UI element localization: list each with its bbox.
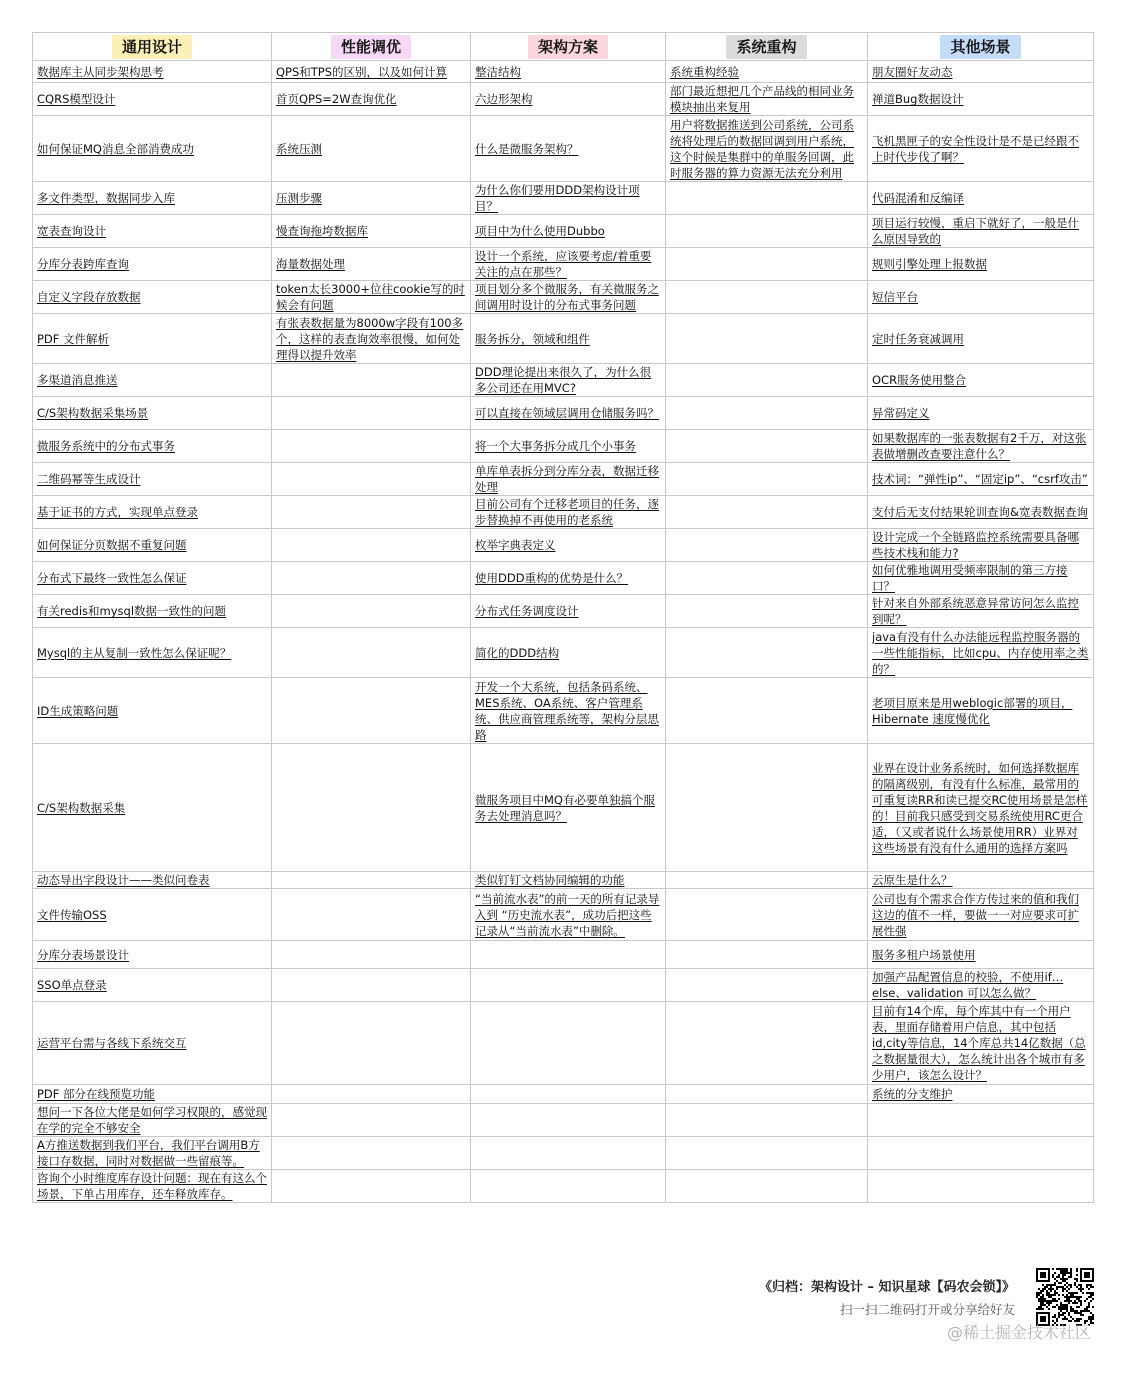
table-cell (33, 116, 272, 182)
table-cell (666, 678, 868, 744)
topic-link[interactable]: 技术词：“弹性ip”、“固定ip”、“csrf攻击” (872, 472, 1088, 486)
table-row (33, 628, 1094, 678)
table-cell (471, 83, 666, 116)
topic-link[interactable]: 系统压测 (276, 141, 322, 156)
topic-link[interactable]: 咨询个小时维度库存设计问题：现在有这么个场景，下单占用库存，还车释放库存。 (37, 1171, 267, 1201)
table-cell (666, 61, 868, 83)
table-cell (666, 314, 868, 364)
topic-link[interactable]: 分库分表跨库查询 (37, 257, 129, 271)
topic-link[interactable]: 禅道Bug数据设计 (872, 92, 964, 106)
table-cell (471, 529, 666, 562)
topic-link[interactable]: 海量数据处理 (276, 257, 345, 271)
topic-link[interactable]: 如何优雅地调用受频率限制的第三方接口？ (872, 563, 1068, 593)
table-cell (666, 397, 868, 430)
footer-title: 《归档：架构设计 – 知识星球【码农会锁】》 (758, 1280, 1015, 1295)
table-cell (471, 1002, 666, 1085)
table-cell (471, 496, 666, 529)
table-cell (272, 463, 471, 496)
table-cell (666, 1104, 868, 1137)
table-cell (868, 1170, 1094, 1203)
column-header-label: 架构方案 (528, 35, 608, 59)
table-cell (471, 1085, 666, 1104)
table-cell (33, 889, 272, 941)
topic-link[interactable]: 六边形架构 (475, 92, 533, 106)
topic-link[interactable]: 支付后无支付结果轮训查询&宽表数据查询 (872, 505, 1088, 519)
topic-link[interactable]: ID生成策略问题 (37, 703, 119, 718)
topic-link[interactable]: 服务多租户场景使用 (872, 947, 976, 962)
table-cell (666, 562, 868, 595)
table-cell (471, 281, 666, 314)
topic-link[interactable]: 朋友圈好友动态 (872, 64, 953, 79)
table-cell (666, 529, 868, 562)
table-cell (33, 496, 272, 529)
table-cell (471, 1137, 666, 1170)
topic-link[interactable]: 服务拆分，领域和组件 (475, 331, 590, 346)
table-cell (471, 969, 666, 1002)
topic-link[interactable]: 飞机黑匣子的安全性设计是不是已经跟不上时代步伐了啊？ (872, 133, 1079, 164)
table-cell (666, 889, 868, 941)
table-cell (666, 281, 868, 314)
table-cell (272, 364, 471, 397)
table-cell (33, 182, 272, 215)
table-cell (272, 1104, 471, 1137)
topic-link[interactable]: 系统重构经验 (670, 64, 739, 79)
table-cell (666, 872, 868, 889)
column-header (471, 33, 666, 61)
table-cell (33, 529, 272, 562)
topic-link[interactable]: 代码混淆和反编译 (872, 191, 964, 205)
table-cell (471, 744, 666, 872)
table-row (33, 364, 1094, 397)
table-cell (666, 595, 868, 628)
table-cell (471, 463, 666, 496)
table-cell (868, 872, 1094, 889)
topic-link[interactable]: 系统的分支维护 (872, 1087, 953, 1101)
topic-link[interactable]: 项目划分多个微服务，有关微服务之间调用时设计的分布式事务问题 (475, 282, 659, 312)
topic-link[interactable]: SSO单点登录 (37, 978, 107, 992)
topic-link[interactable]: 文件传输OSS (37, 907, 107, 922)
table-cell (33, 678, 272, 744)
table-cell (666, 496, 868, 529)
table-cell (868, 116, 1094, 182)
table-cell (471, 61, 666, 83)
topic-link[interactable]: 分布式任务调度设计 (475, 604, 579, 618)
table-cell (471, 889, 666, 941)
table-cell (471, 116, 666, 182)
table-cell (868, 1137, 1094, 1170)
topic-link[interactable]: 业界在设计业务系统时，如何选择数据库的隔离级别，有没有什么标准，最常用的可重复读RR和读已提交RC使用场景是怎样的！目前我只感受到交易系统使用RC更合适，（又或者说什么场景使用RR）业界对这些场景有没有什么通用的选择方案吗 (872, 760, 1088, 855)
table-row (33, 744, 1094, 872)
topic-link[interactable]: 为什么你们要用DDD架构设计项目？ (475, 183, 640, 213)
table-cell (666, 1085, 868, 1104)
topic-link[interactable]: OCR服务使用整合 (872, 373, 967, 387)
topic-link[interactable]: 多渠道消息推送 (37, 373, 118, 387)
table-cell (666, 1170, 868, 1203)
table-cell (33, 872, 272, 889)
table-cell (666, 463, 868, 496)
table-cell (471, 248, 666, 281)
topic-link[interactable]: 微服务项目中MQ有必要单独搞个服务去处理消息吗？ (475, 792, 655, 823)
topic-link[interactable]: 运营平台需与各线下系统交互 (37, 1036, 187, 1050)
footer (759, 1278, 1015, 1320)
topic-link[interactable]: java有没有什么办法能远程监控服务器的一些性能指标，比如cpu、内存使用率之类的？ (872, 629, 1089, 676)
topic-link[interactable]: 将一个大事务拆分成几个小事务 (475, 439, 636, 453)
table-cell (868, 529, 1094, 562)
table-cell (272, 314, 471, 364)
topic-link[interactable]: 类似钉钉文档协同编辑的功能 (475, 873, 625, 887)
topic-link[interactable]: 使用DDD重构的优势是什么？ (475, 571, 629, 585)
column-header-label: 其他场景 (940, 35, 1020, 59)
column-header-label: 性能调优 (331, 35, 411, 59)
topic-link[interactable]: 有张表数据量为8000w字段有100多个，这样的表查询效率很慢，如何处理得以提升效率 (276, 315, 464, 362)
topic-link[interactable]: 如果数据库的一张表数据有2千万，对这张表做增删改查要注意什么？ (872, 431, 1087, 461)
table-cell (272, 562, 471, 595)
topic-link[interactable]: 针对来自外部系统恶意异常访问怎么监控到呢？ (872, 596, 1079, 626)
table-cell (471, 314, 666, 364)
table-cell (868, 941, 1094, 969)
table-row (33, 595, 1094, 628)
table-cell (272, 215, 471, 248)
table-cell (868, 215, 1094, 248)
topic-link[interactable]: 用户将数据推送到公司系统，公司系统将处理后的数据回调到用户系统，这个时候是集群中的单服务回调，此时服务器的算力资源无法充分利用 (670, 117, 854, 180)
topic-link[interactable]: 微服务系统中的分布式事务 (37, 439, 175, 453)
topic-link[interactable]: 项目运行较慢，重启下就好了，一般是什么原因导致的 (872, 216, 1079, 246)
table-cell (471, 562, 666, 595)
topic-link[interactable]: 数据库主从同步架构思考 (37, 64, 164, 79)
table-cell (868, 744, 1094, 872)
table-row (33, 678, 1094, 744)
table-cell (666, 116, 868, 182)
table-row (33, 463, 1094, 496)
topic-link[interactable]: 慢查询拖垮数据库 (276, 224, 368, 238)
topic-link[interactable]: 首页QPS=2W查询优化 (276, 92, 397, 106)
table-row (33, 1170, 1094, 1203)
table-cell (666, 969, 868, 1002)
table-row (33, 430, 1094, 463)
table-row (33, 116, 1094, 182)
table-cell (33, 941, 272, 969)
topic-table (32, 32, 1094, 1203)
topic-table-sheet (32, 32, 1093, 1203)
table-cell (272, 969, 471, 1002)
column-header (272, 33, 471, 61)
table-cell (868, 678, 1094, 744)
topic-link[interactable]: token太长3000+位往cookie写的时候会有问题 (276, 282, 465, 312)
topic-link[interactable]: 动态导出字段设计——类似问卷表 (37, 873, 210, 887)
table-cell (272, 595, 471, 628)
table-cell (272, 941, 471, 969)
table-cell (666, 941, 868, 969)
column-header-label: 通用设计 (112, 35, 192, 59)
table-cell (471, 872, 666, 889)
table-cell (868, 397, 1094, 430)
table-row (33, 1104, 1094, 1137)
table-cell (272, 182, 471, 215)
table-cell (471, 628, 666, 678)
table-cell (272, 1137, 471, 1170)
table-row (33, 562, 1094, 595)
table-cell (272, 889, 471, 941)
table-cell (471, 941, 666, 969)
table-cell (33, 744, 272, 872)
table-row (33, 496, 1094, 529)
table-cell (666, 182, 868, 215)
table-cell (471, 397, 666, 430)
topic-link[interactable]: 如何保证MQ消息全部消费成功 (37, 141, 194, 156)
table-cell (471, 1170, 666, 1203)
qr-code-icon[interactable] (1036, 1268, 1094, 1326)
table-cell (868, 281, 1094, 314)
topic-link[interactable]: 设计完成一个全链路监控系统需要具备哪些技术栈和能力? (872, 530, 1079, 560)
footer-subtitle: 扫一扫二维码打开或分享给好友 (839, 1302, 1015, 1317)
topic-link[interactable]: 简化的DDD结构 (475, 645, 560, 660)
topic-link[interactable]: 短信平台 (872, 290, 918, 304)
table-row (33, 397, 1094, 430)
table-row (33, 61, 1094, 83)
topic-link[interactable]: 基于证书的方式，实现单点登录 (37, 505, 198, 519)
table-cell (33, 595, 272, 628)
topic-link[interactable]: 分库分表场景设计 (37, 947, 129, 962)
table-cell (272, 529, 471, 562)
topic-link[interactable]: 目前有14个库，每个库其中有一个用户表，里面存储着用户信息，其中包括id,city等信息，14个库总共14亿数据（总之数据量很大），怎么统计出各个城市有多少用户，该怎么设计？ (872, 1004, 1086, 1082)
table-body (33, 61, 1094, 1203)
table-cell (272, 83, 471, 116)
topic-link[interactable]: 定时任务衰减调用 (872, 331, 964, 346)
topic-link[interactable]: 二维码幂等生成设计 (37, 472, 141, 486)
table-cell (868, 314, 1094, 364)
topic-link[interactable]: 异常码定义 (872, 406, 930, 420)
table-row (33, 941, 1094, 969)
table-cell (868, 889, 1094, 941)
table-cell (666, 430, 868, 463)
topic-link[interactable]: PDF 部分在线预览功能 (37, 1087, 156, 1101)
table-cell (33, 1137, 272, 1170)
table-cell (666, 1137, 868, 1170)
topic-link[interactable]: CQRS模型设计 (37, 92, 116, 106)
table-cell (272, 628, 471, 678)
table-cell (272, 430, 471, 463)
table-cell (33, 969, 272, 1002)
table-cell (666, 1002, 868, 1085)
table-cell (868, 463, 1094, 496)
table-cell (33, 61, 272, 83)
topic-link[interactable]: 分布式下最终一致性怎么保证 (37, 571, 187, 585)
topic-link[interactable]: 老项目原来是用weblogic部署的项目，Hibernate 速度慢优化 (872, 695, 1073, 726)
table-cell (33, 430, 272, 463)
table-row (33, 215, 1094, 248)
table-cell (33, 314, 272, 364)
table-cell (33, 281, 272, 314)
topic-link[interactable]: 设计一个系统，应该要考虑/着重要关注的点在那些？ (475, 249, 652, 279)
table-cell (272, 397, 471, 430)
table-cell (471, 1104, 666, 1137)
topic-link[interactable]: DDD理论提出来很久了，为什么很多公司还在用MVC? (475, 365, 652, 395)
table-row (33, 529, 1094, 562)
table-cell (33, 1104, 272, 1137)
table-cell (868, 1085, 1094, 1104)
table-cell (868, 430, 1094, 463)
topic-link[interactable]: “当前流水表”的前一天的所有记录导入到 “历史流水表”，成功后把这些记录从“当前流水表”中删除。 (475, 891, 660, 938)
topic-link[interactable]: 什么是微服务架构？ (475, 141, 579, 156)
table-cell (471, 430, 666, 463)
topic-link[interactable]: 整洁结构 (475, 64, 521, 79)
topic-link[interactable]: 宽表查询设计 (37, 224, 106, 238)
header-row (33, 33, 1094, 61)
table-cell (666, 248, 868, 281)
table-row (33, 1085, 1094, 1104)
topic-link[interactable]: A方推送数据到我们平台，我们平台调用B方接口存数据，同时对数据做一些留痕等。 (37, 1138, 260, 1168)
table-cell (33, 215, 272, 248)
table-cell (471, 364, 666, 397)
topic-link[interactable]: C/S架构数据采集 (37, 800, 126, 815)
topic-link[interactable]: QPS和TPS的区别，以及如何计算 (276, 64, 448, 79)
table-cell (868, 595, 1094, 628)
table-row (33, 281, 1094, 314)
table-cell (33, 463, 272, 496)
table-cell (272, 281, 471, 314)
topic-link[interactable]: 自定义字段存放数据 (37, 290, 141, 304)
table-cell (868, 182, 1094, 215)
topic-link[interactable]: 规则引擎处理上报数据 (872, 257, 987, 271)
table-cell (272, 678, 471, 744)
topic-link[interactable]: 部门最近想把几个产品线的相同业务模块抽出来复用 (670, 84, 854, 114)
topic-link[interactable]: 项目中为什么使用Dubbo (475, 224, 605, 238)
table-cell (868, 248, 1094, 281)
topic-link[interactable]: 压测步骤 (276, 191, 322, 205)
table-cell (33, 397, 272, 430)
topic-link[interactable]: 单库单表拆分到分库分表，数据迁移处理 (475, 464, 659, 494)
table-cell (666, 364, 868, 397)
topic-link[interactable]: 如何保证分页数据不重复问题 (37, 538, 187, 552)
table-cell (868, 61, 1094, 83)
topic-link[interactable]: 有关redis和mysql数据一致性的问题 (37, 604, 227, 618)
table-cell (272, 1085, 471, 1104)
table-cell (868, 628, 1094, 678)
table-cell (471, 215, 666, 248)
table-cell (33, 1002, 272, 1085)
table-cell (868, 1104, 1094, 1137)
table-cell (272, 496, 471, 529)
table-cell (33, 1170, 272, 1203)
table-cell (33, 83, 272, 116)
table-cell (471, 595, 666, 628)
topic-link[interactable]: 加强产品配置信息的校验，不使用if…else、validation 可以怎么做？ (872, 970, 1064, 1000)
table-row (33, 182, 1094, 215)
table-cell (868, 969, 1094, 1002)
table-cell (33, 628, 272, 678)
column-header (666, 33, 868, 61)
table-cell (272, 61, 471, 83)
topic-link[interactable]: 想问一下各位大佬是如何学习权限的，感觉现在学的完全不够安全 (37, 1105, 267, 1135)
table-cell (666, 215, 868, 248)
table-cell (868, 496, 1094, 529)
table-cell (272, 1002, 471, 1085)
topic-link[interactable]: 云原生是什么？ (872, 873, 953, 887)
column-header (868, 33, 1094, 61)
table-cell (33, 1085, 272, 1104)
table-cell (272, 744, 471, 872)
topic-link[interactable]: 公司也有个需求合作方传过来的值和我们这边的值不一样，要做一一对应要求可扩展性强 (872, 891, 1079, 938)
table-cell (33, 248, 272, 281)
table-cell (272, 872, 471, 889)
table-cell (868, 562, 1094, 595)
table-cell (666, 744, 868, 872)
topic-link[interactable]: Mysql的主从复制一致性怎么保证呢？ (37, 645, 232, 660)
table-row (33, 314, 1094, 364)
topic-link[interactable]: C/S架构数据采集场景 (37, 406, 149, 420)
table-cell (272, 248, 471, 281)
table-row (33, 969, 1094, 1002)
watermark: @稀土掘金技术社区 (946, 1323, 1091, 1342)
topic-link[interactable]: 开发一个大系统，包括条码系统、MES系统、OA系统、客户管理系统、供应商管理系统等，架构分层思路 (475, 679, 659, 742)
table-cell (272, 1170, 471, 1203)
table-row (33, 889, 1094, 941)
column-header (33, 33, 272, 61)
table-cell (868, 1002, 1094, 1085)
table-row (33, 872, 1094, 889)
table-row (33, 248, 1094, 281)
table-cell (868, 83, 1094, 116)
table-row (33, 83, 1094, 116)
column-header-label: 系统重构 (726, 35, 806, 59)
table-cell (666, 83, 868, 116)
table-cell (471, 182, 666, 215)
table-cell (666, 628, 868, 678)
table-cell (868, 364, 1094, 397)
table-cell (471, 678, 666, 744)
table-cell (33, 562, 272, 595)
table-row (33, 1002, 1094, 1085)
topic-link[interactable]: PDF 文件解析 (37, 331, 110, 346)
topic-link[interactable]: 可以直接在领域层调用仓储服务吗？ (475, 406, 659, 420)
table-cell (272, 116, 471, 182)
table-row (33, 1137, 1094, 1170)
table-cell (33, 364, 272, 397)
topic-link[interactable]: 目前公司有个迁移老项目的任务，逐步替换掉不再使用的老系统 (475, 497, 659, 527)
topic-link[interactable]: 多文件类型，数据同步入库 (37, 191, 175, 205)
topic-link[interactable]: 枚举字典表定义 (475, 538, 556, 552)
